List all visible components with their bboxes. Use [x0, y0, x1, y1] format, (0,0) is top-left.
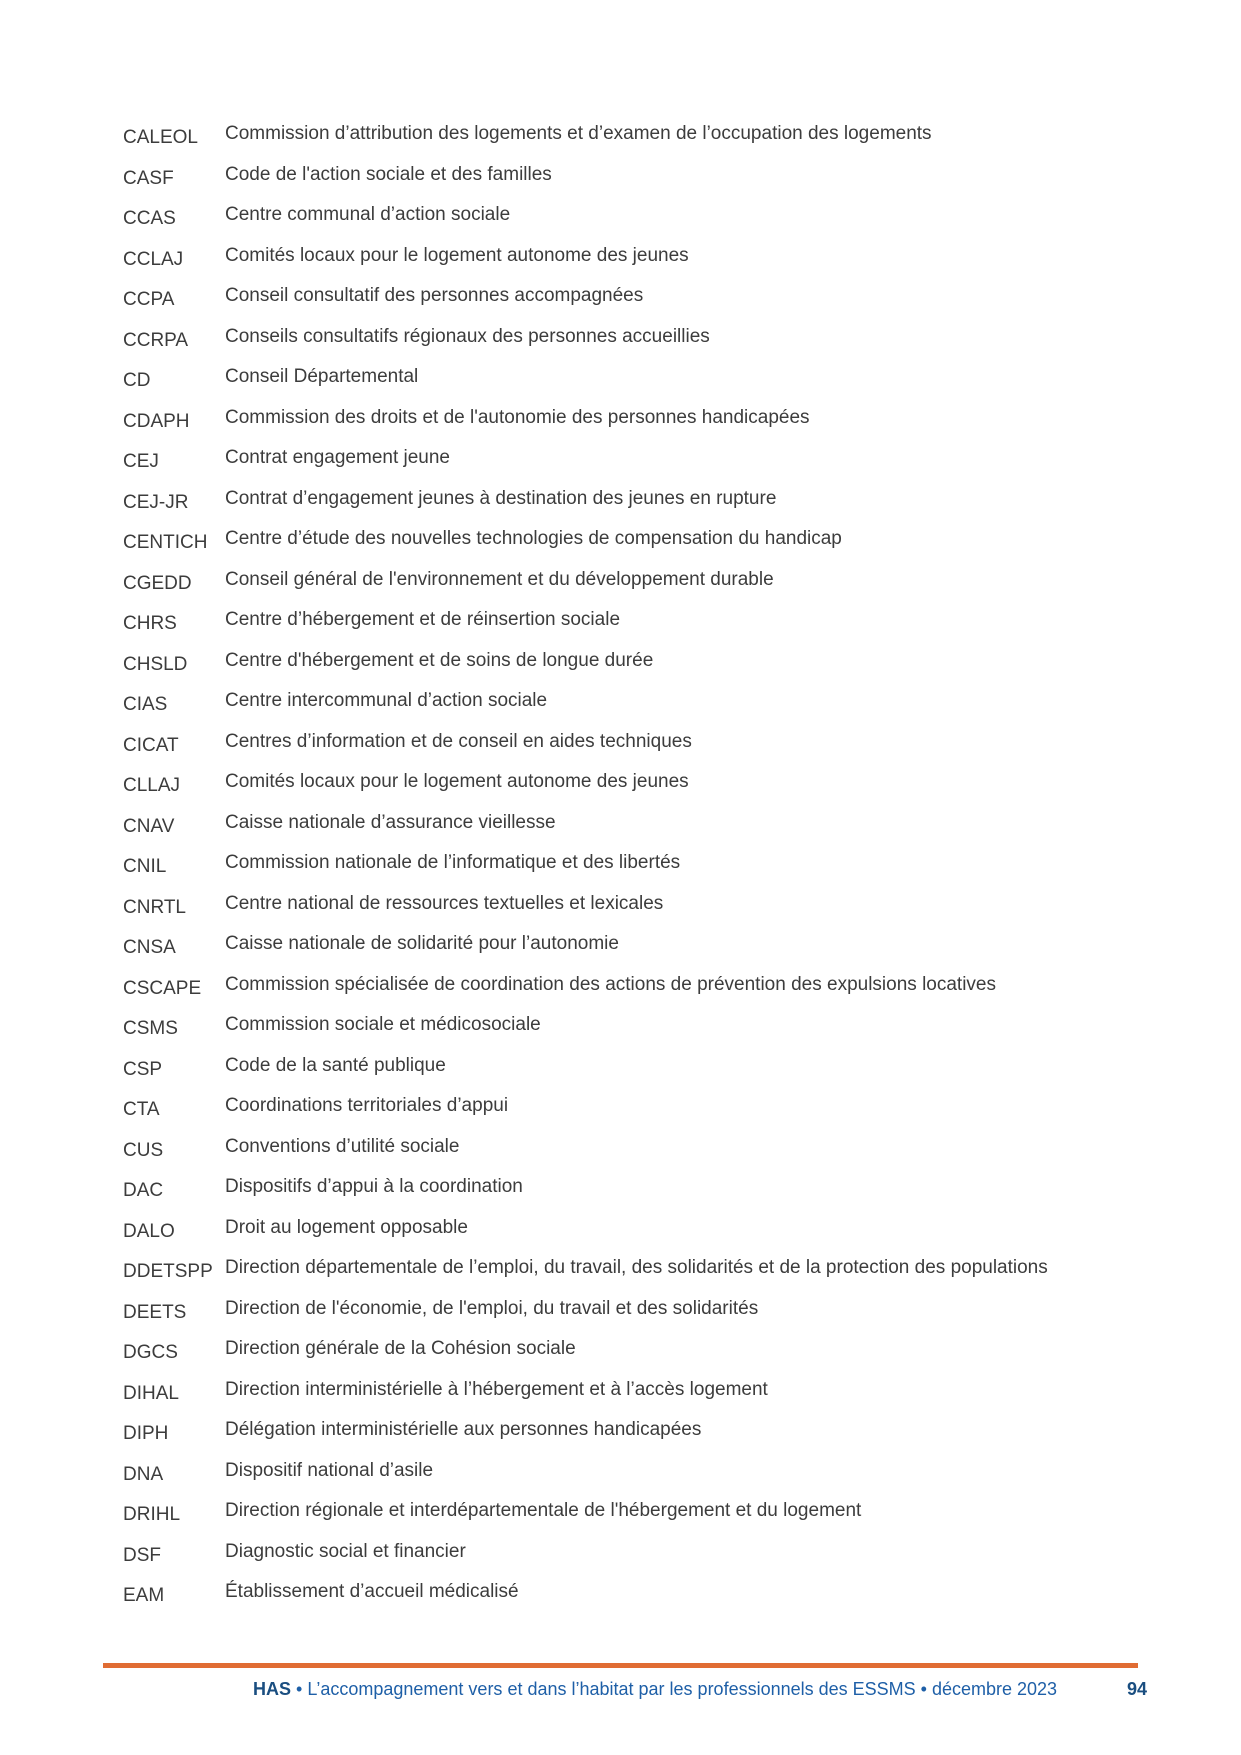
- abbreviation-definition: Commission sociale et médicosociale: [225, 1014, 541, 1035]
- abbreviation-code: CLLAJ: [123, 775, 181, 796]
- abbreviation-code: DALO: [123, 1220, 175, 1242]
- abbreviation-code: CENTICH: [123, 532, 208, 553]
- abbreviation-code: CCLAJ: [123, 248, 184, 270]
- abbreviation-definition: Caisse nationale d’assurance vieillesse: [225, 811, 556, 833]
- abbreviation-row: [123, 771, 1163, 812]
- abbreviation-definition: Caisse nationale de solidarité pour l’autonomie: [225, 933, 619, 954]
- abbreviation-definition: Contrat d’engagement jeunes à destination des jeunes en rupture: [225, 487, 777, 509]
- abbreviation-row: [123, 245, 1163, 286]
- abbreviation-definition: Centre d’étude des nouvelles technologies de compensation du handicap: [225, 528, 842, 549]
- abbreviation-definition: Établissement d’accueil médicalisé: [225, 1581, 519, 1602]
- abbreviation-code: CCAS: [123, 208, 176, 229]
- abbreviation-code: DNA: [123, 1463, 164, 1485]
- abbreviation-row: [123, 528, 1163, 569]
- footer-org: HAS: [253, 1679, 292, 1699]
- abbreviation-row: [123, 366, 1163, 407]
- abbreviation-row: [123, 1095, 1163, 1136]
- abbreviation-row: [123, 164, 1163, 205]
- abbreviation-code: CD: [123, 370, 151, 391]
- abbreviation-row: [123, 1500, 1163, 1541]
- abbreviation-definition: Centre national de ressources textuelles et lexicales: [225, 892, 664, 914]
- abbreviation-row: [123, 690, 1163, 731]
- abbreviation-definition: Contrat engagement jeune: [225, 447, 450, 468]
- abbreviation-row: [123, 326, 1163, 367]
- abbreviation-code: CIAS: [123, 694, 168, 715]
- abbreviation-code: CDAPH: [123, 410, 190, 432]
- abbreviation-row: [123, 123, 1163, 164]
- abbreviation-code: DIPH: [123, 1423, 169, 1444]
- abbreviation-definition: Direction générale de la Cohésion sociale: [225, 1338, 576, 1359]
- abbreviation-row: [123, 1460, 1163, 1501]
- abbreviation-code: CTA: [123, 1099, 160, 1120]
- abbreviation-code: CSCAPE: [123, 977, 202, 999]
- abbreviation-code: DIHAL: [123, 1382, 179, 1404]
- abbreviation-definition: Centres d’information et de conseil en aides techniques: [225, 730, 692, 752]
- abbreviation-code: CASF: [123, 167, 174, 189]
- abbreviation-row: [123, 285, 1163, 326]
- abbreviation-list: [123, 123, 1163, 1622]
- abbreviation-definition: Droit au logement opposable: [225, 1216, 468, 1238]
- abbreviation-definition: Conseil consultatif des personnes accompagnées: [225, 285, 644, 306]
- abbreviation-row: [123, 650, 1163, 691]
- abbreviation-code: DEETS: [123, 1301, 187, 1323]
- abbreviation-definition: Commission des droits et de l'autonomie des personnes handicapées: [225, 406, 810, 428]
- abbreviation-row: [123, 407, 1163, 448]
- abbreviation-definition: Direction interministérielle à l’hébergement et à l’accès logement: [225, 1378, 768, 1400]
- abbreviation-definition: Code de l'action sociale et des familles: [225, 163, 552, 185]
- abbreviation-code: CNIL: [123, 856, 167, 877]
- abbreviation-definition: Direction départementale de l’emploi, du travail, des solidarités et de la protection des populations: [225, 1257, 1048, 1278]
- abbreviation-definition: Conseil Départemental: [225, 366, 419, 387]
- abbreviation-code: DSF: [123, 1544, 161, 1566]
- abbreviation-code: CHSLD: [123, 653, 188, 675]
- abbreviation-definition: Commission d’attribution des logements et d’examen de l’occupation des logements: [225, 123, 932, 144]
- abbreviation-row: [123, 1379, 1163, 1420]
- abbreviation-row: [123, 1419, 1163, 1460]
- abbreviation-row: [123, 204, 1163, 245]
- abbreviation-code: EAM: [123, 1585, 165, 1606]
- footer-page-number: 94: [1126, 1679, 1147, 1699]
- abbreviation-code: CHRS: [123, 613, 177, 634]
- abbreviation-code: CCRPA: [123, 329, 189, 351]
- footer-doc-title: L’accompagnement vers et dans l’habitat par les professionnels des ESSMS: [307, 1679, 916, 1699]
- footer-date: décembre 2023: [931, 1679, 1058, 1699]
- abbreviation-definition: Comités locaux pour le logement autonome des jeunes: [225, 244, 689, 266]
- abbreviation-definition: Centre d'hébergement et de soins de longue durée: [225, 649, 654, 671]
- abbreviation-row: [123, 812, 1163, 853]
- abbreviation-definition: Direction de l'économie, de l'emploi, du travail et des solidarités: [225, 1297, 759, 1319]
- abbreviation-code: DDETSPP: [123, 1261, 213, 1282]
- abbreviation-row: [123, 1257, 1163, 1298]
- abbreviation-code: CNAV: [123, 815, 175, 837]
- abbreviation-row: [123, 1338, 1163, 1379]
- abbreviation-row: [123, 852, 1163, 893]
- abbreviation-code: DRIHL: [123, 1504, 181, 1525]
- abbreviation-definition: Commission nationale de l’informatique et des libertés: [225, 852, 681, 873]
- abbreviation-row: [123, 1298, 1163, 1339]
- abbreviation-definition: Conseils consultatifs régionaux des personnes accueillies: [225, 325, 710, 347]
- abbreviation-definition: Centre d’hébergement et de réinsertion sociale: [225, 609, 621, 630]
- abbreviation-row: [123, 569, 1163, 610]
- footer-divider: [103, 1663, 1138, 1668]
- abbreviation-definition: Centre communal d’action sociale: [225, 204, 511, 225]
- abbreviation-code: CEJ: [123, 451, 159, 472]
- abbreviation-code: CNRTL: [123, 896, 186, 918]
- abbreviation-row: [123, 1055, 1163, 1096]
- abbreviation-row: [123, 893, 1163, 934]
- abbreviation-row: [123, 1014, 1163, 1055]
- abbreviation-definition: Comités locaux pour le logement autonome des jeunes: [225, 771, 689, 792]
- abbreviation-definition: Code de la santé publique: [225, 1054, 446, 1076]
- abbreviation-definition: Conventions d’utilité sociale: [225, 1135, 460, 1157]
- abbreviation-row: [123, 447, 1163, 488]
- abbreviation-definition: Délégation interministérielle aux personnes handicapées: [225, 1419, 702, 1440]
- abbreviation-row: [123, 609, 1163, 650]
- abbreviation-code: DAC: [123, 1180, 164, 1201]
- abbreviation-code: CSMS: [123, 1018, 178, 1039]
- abbreviation-code: CEJ-JR: [123, 491, 189, 513]
- abbreviation-definition: Dispositif national d’asile: [225, 1459, 434, 1481]
- abbreviation-row: [123, 1136, 1163, 1177]
- abbreviation-row: [123, 1217, 1163, 1258]
- footer-separator: •: [920, 1679, 927, 1699]
- abbreviation-row: [123, 933, 1163, 974]
- abbreviation-definition: Commission spécialisée de coordination des actions de prévention des expulsions locatives: [225, 973, 996, 995]
- abbreviation-row: [123, 1176, 1163, 1217]
- abbreviation-code: CNSA: [123, 937, 176, 958]
- abbreviation-definition: Coordinations territoriales d’appui: [225, 1095, 509, 1116]
- abbreviation-row: [123, 731, 1163, 772]
- abbreviation-definition: Dispositifs d’appui à la coordination: [225, 1176, 523, 1197]
- abbreviation-definition: Diagnostic social et financier: [225, 1540, 466, 1562]
- abbreviation-code: CALEOL: [123, 127, 198, 148]
- abbreviation-code: CSP: [123, 1058, 163, 1080]
- footer-separator: •: [296, 1679, 303, 1699]
- abbreviation-definition: Conseil général de l'environnement et du développement durable: [225, 568, 774, 590]
- abbreviation-row: [123, 1581, 1163, 1622]
- abbreviation-definition: Direction régionale et interdépartementale de l'hébergement et du logement: [225, 1500, 862, 1521]
- abbreviation-code: CGEDD: [123, 572, 192, 594]
- abbreviation-definition: Centre intercommunal d’action sociale: [225, 690, 548, 711]
- abbreviation-row: [123, 974, 1163, 1015]
- abbreviation-code: DGCS: [123, 1342, 178, 1363]
- abbreviation-row: [123, 1541, 1163, 1582]
- footer-citation: [253, 1679, 1057, 1700]
- abbreviation-code: CCPA: [123, 289, 175, 310]
- abbreviation-code: CICAT: [123, 734, 179, 756]
- abbreviation-code: CUS: [123, 1139, 164, 1161]
- abbreviation-row: [123, 488, 1163, 529]
